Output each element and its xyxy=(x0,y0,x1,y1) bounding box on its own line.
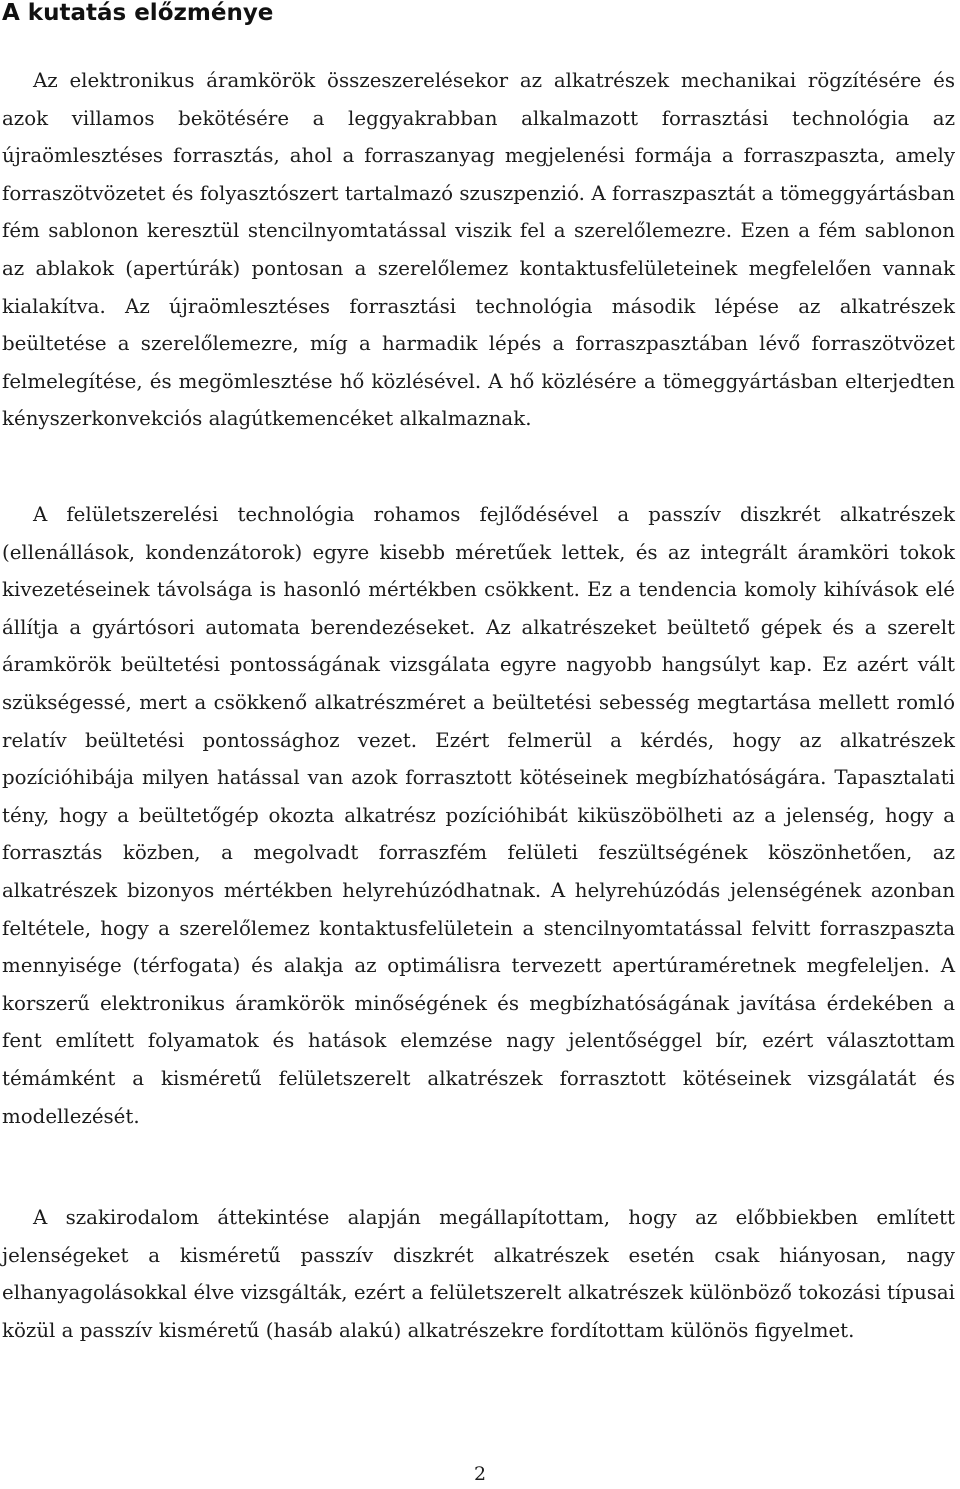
paragraph: Az elektronikus áramkörök összeszerelésekor az alkatrészek mechanikai rögzítésére és azok villamos bekötésére a leggyakrabban alkalmazott forrasztási technológia az újraömlesztéses forrasztás, ahol a forraszanyag megjelenési formája a forraszpaszta, amely forraszötvözetet és folyasztószert tartalmazó szuszpenzió. A forraszpasztát a tömeggyártásban fém sablonon keresztül stencilnyomtatással viszik fel a szerelőlemezre. Ezen a fém sablonon az ablakok (apertúrák) pontosan a szerelőlemez kontaktusfelületeinek megfelelően vannak kialakítva. Az újraömlesztéses forrasztási technológia második lépése az alkatrészek beültetése a szerelőlemezre, míg a harmadik lépés a forraszpasztában lévő forraszötvözet felmelegítése, és megömlesztése hő közlésével. A hő közlésére a tömeggyártásban elterjedten kényszerkonvekciós alagútkemencéket alkalmaznak. xyxy=(2,69,955,431)
section-heading: A kutatás előzménye xyxy=(2,0,274,26)
paragraph: A szakirodalom áttekintése alapján megállapítottam, hogy az előbbiekben említett jelenségeket a kisméretű passzív diszkrét alkatrészek esetén csak hiányosan, nagy elhanyagolásokkal élve vizsgálták, ezért a felületszerelt alkatrészek különböző tokozási típusai közül a passzív kisméretű (hasáb alakú) alkatrészekre fordítottam különös figyelmet. xyxy=(2,1206,955,1342)
paragraph: A felületszerelési technológia rohamos fejlődésével a passzív diszkrét alkatrészek (ellenállások, kondenzátorok) egyre kisebb méretűek lettek, és az integrált áramköri tokok kivezetéseinek távolsága is hasonló mértékben csökkent. Ez a tendencia komoly kihívások elé állítja a gyártósori automata berendezéseket. Az alkatrészeket beültető gépek és a szerelt áramkörök beültetési pontosságának vizsgálata egyre nagyobb hangsúlyt kap. Ez azért vált szükségessé, mert a csökkenő alkatrészméret a beültetési sebesség megtartása mellett romló relatív beültetési pontossághoz vezet. Ezért felmerül a kérdés, hogy az alkatrészek pozícióhibája milyen hatással van azok forrasztott kötéseinek megbízhatóságára. Tapasztalati tény, hogy a beültetőgép okozta alkatrész pozícióhibát kiküszöbölheti az a jelenség, hogy a forrasztás közben, a megolvadt forraszfém felületi feszültségének köszönhetően, az alkatrészek bizonyos mértékben helyrehúzódhatnak. A helyrehúzódás jelenségének azonban feltétele, hogy a szerelőlemez kontaktusfelületein a stencilnyomtatással felvitt forraszpaszta mennyisége (térfogata) és alakja az optimálisra tervezett apertúraméretnek megfeleljen. A korszerű elektronikus áramkörök minőségének és megbízhatóságának javítása érdekében a fent említett folyamatok és hatások elemzése nagy jelentőséggel bír, ezért választottam témámként a kisméretű felületszerelt alkatrészek forrasztott kötéseinek vizsgálatát és modellezését. xyxy=(2,503,955,1128)
page-number: 2 xyxy=(473,1463,487,1485)
